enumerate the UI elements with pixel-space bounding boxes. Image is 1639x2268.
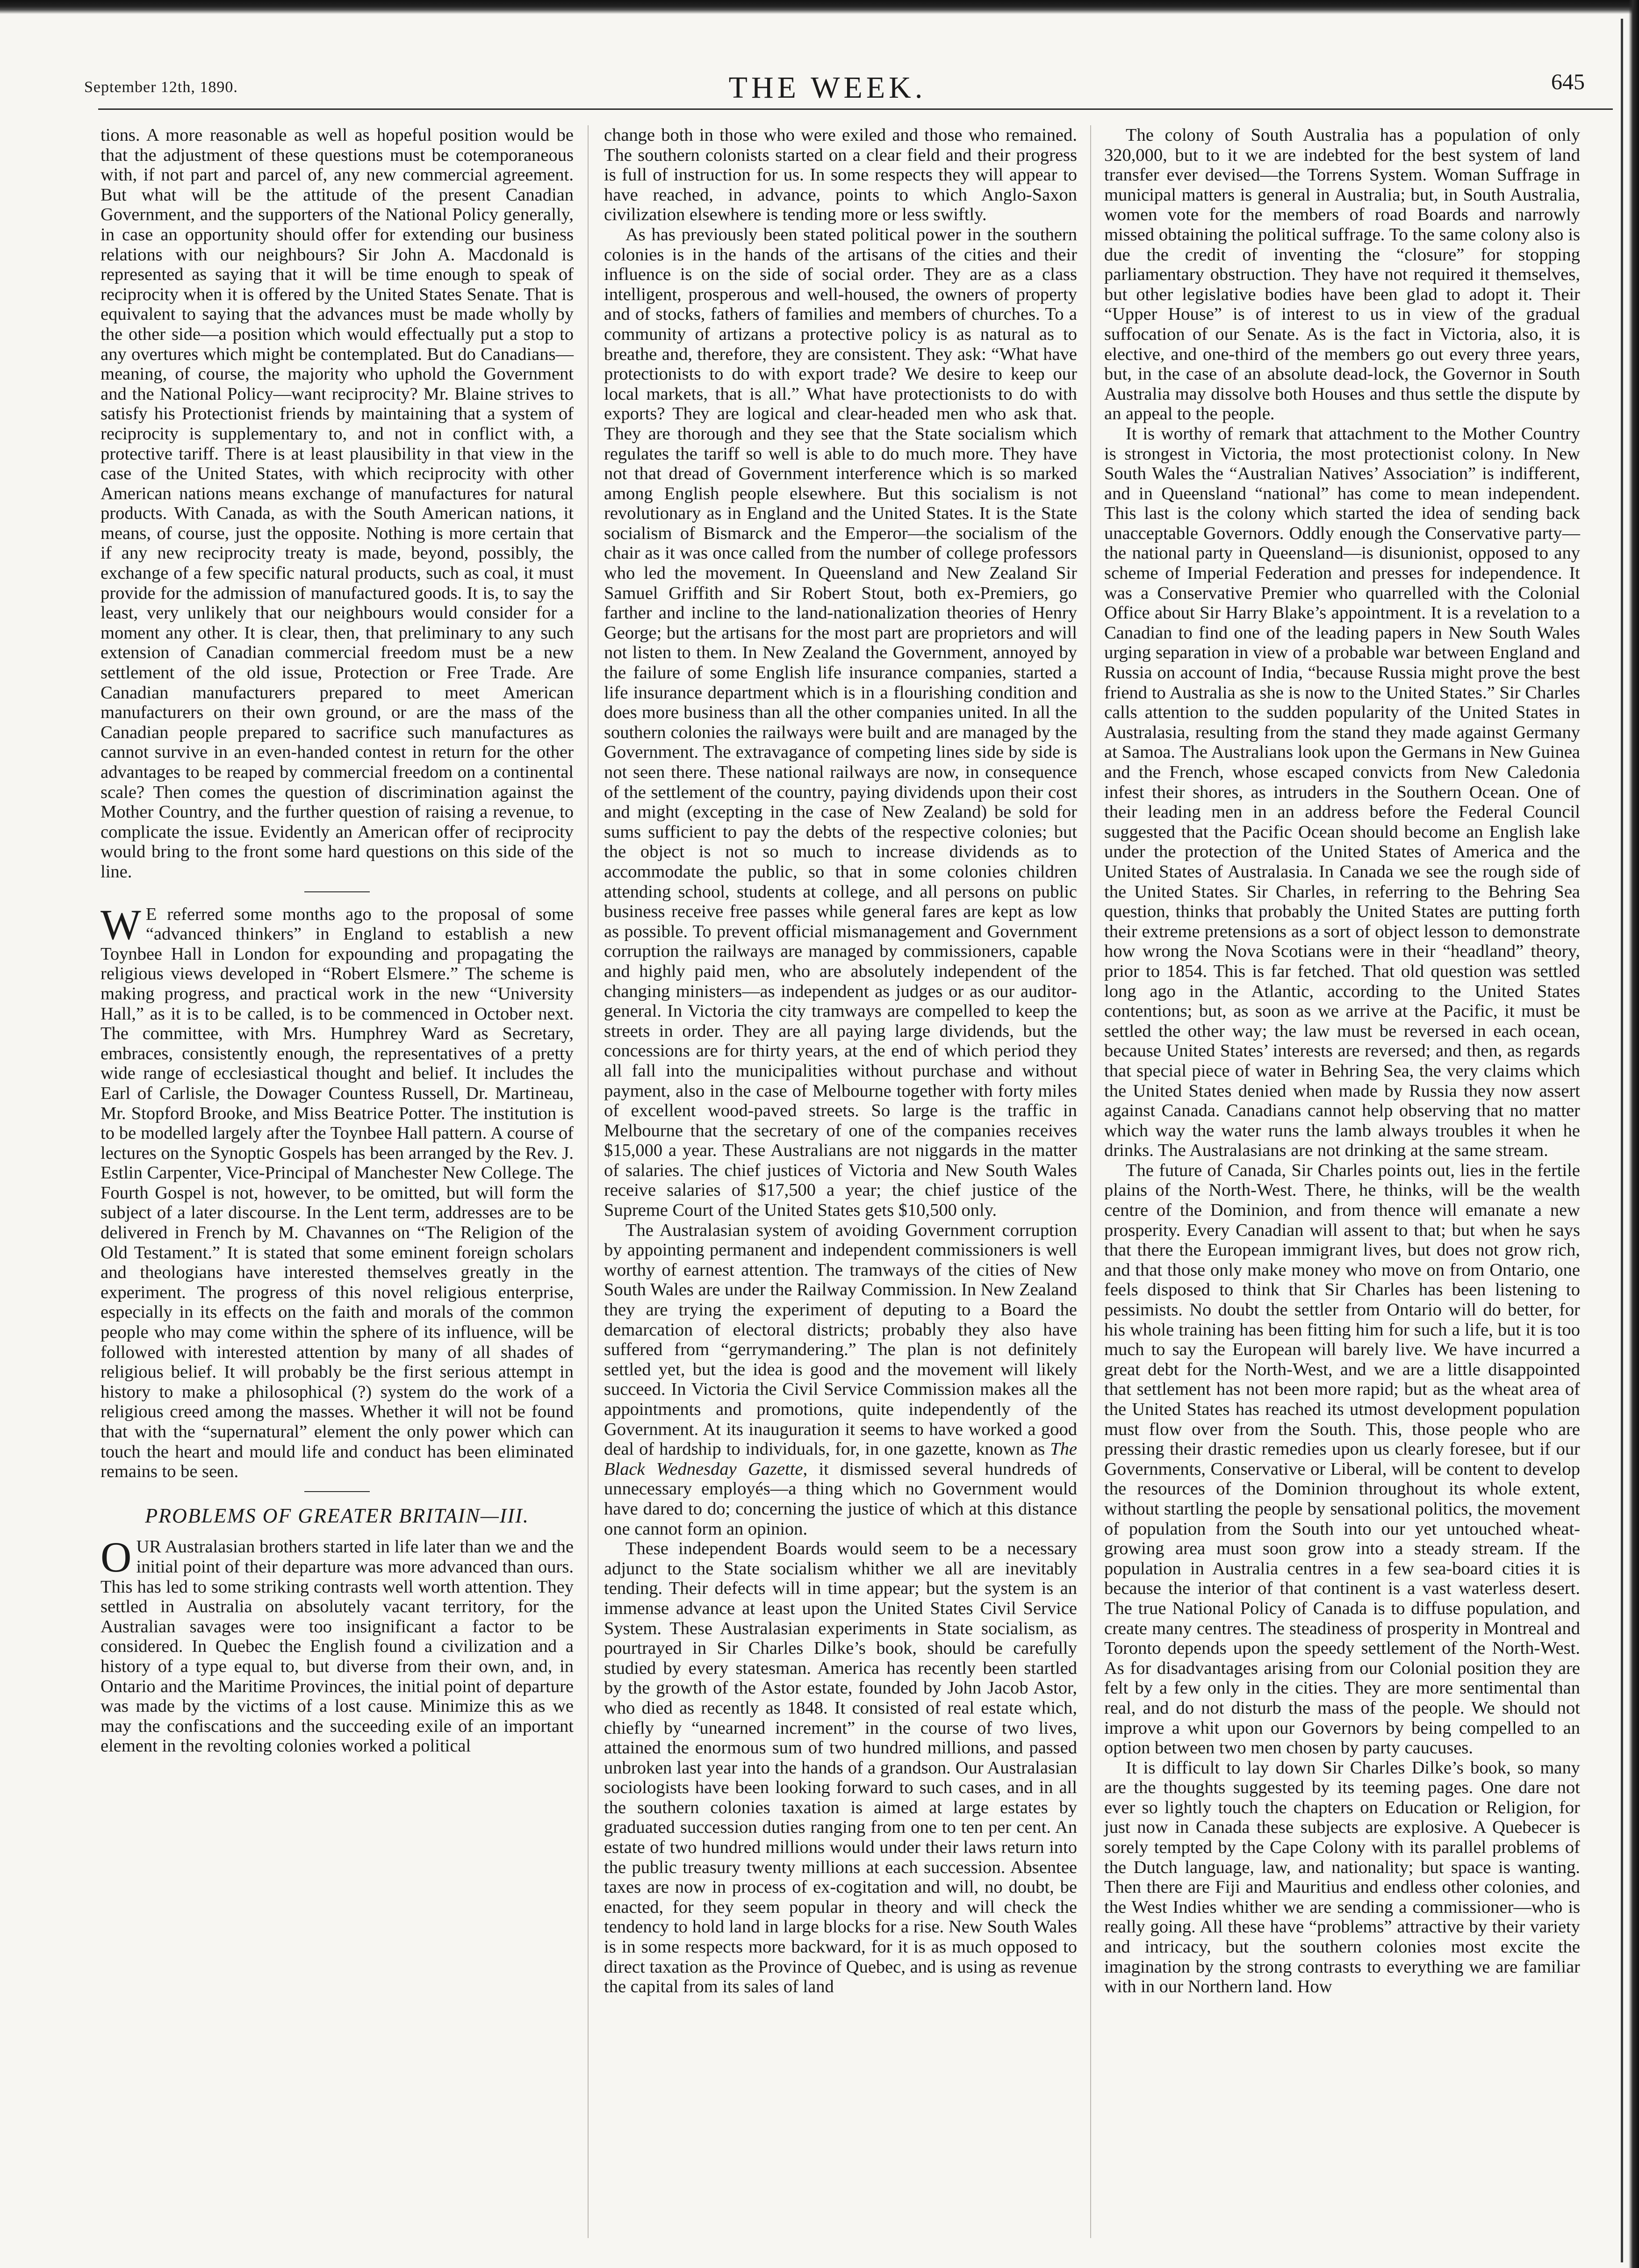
section-title-problems-greater-britain: PROBLEMS OF GREATER BRITAIN—III. xyxy=(145,1504,529,1527)
scan-top-edge xyxy=(0,0,1639,14)
gazette-title: The Black Wednesday Gazette xyxy=(604,1439,1077,1479)
article-paragraph: change both in those who were exiled and those who remained. The southern colonists started on a clear field and their progress is full of instruction for us. In some respects they will appear to have reached, in advance, points to which Anglo-Saxon civilization elsewhere is tending more or less swiftly. xyxy=(604,125,1077,225)
article-paragraph: It is worthy of remark that attachment to the Mother Country is strongest in Victoria, the most protectionist colony. In New South Wales the “Australian Natives’ Association” is indifferent, and in Queensland “national” has come to mean independent. This last is the colony which started the idea of sending back unacceptable Governors. Oddly enough the Conservative party—the national party in Queensland—is disunionist, opposed to any scheme of Imperial Federation and presses for independence. It was a Conservative Premier who quarrelled with the Colonial Office about Sir Harry Blake’s appointment. It is a revelation to a Canadian to find one of the leading papers in New South Wales urging separation in view of a probable war between England and Russia on account of India, “because Russia might prove the best friend to Australia as she is now to the United States.” Sir Charles calls attention to the sudden popularity of the United States in Australasia, resulting from the stand they made against Germany at Samoa. The Australians look upon the Germans in New Guinea and the French, whose escaped convicts from New Caledonia infest their shores, as intruders in the Southern Ocean. One of their leading men in an address before the Federal Council suggested that the Pacific Ocean should become an English lake under the protection of the United States of America and the United States of Australasia. In Canada we see the rough side of the United States. Sir Charles, in referring to the Behring Sea question, thinks that probably the United States are putting forth their extreme pretensions as a sort of object lesson to demonstrate how wrong the Nova Scotians were in their “headland” theory, prior to 1854. This is far fetched. That old question was settled long ago in the Atlantic, according to the United States contentions; but, as soon as we arrive at the Pacific, it must be settled the other way; the law must be reversed in each ocean, because United States’ interests are reversed; and then, as regards that special piece of water in Behring Sea, the very claims which the United States denied when made by Russia they now assert against Canada. Canadians cannot help observing that no matter which way the water runs the lamb always troubles it when he drinks. The Australasians are not drinking at the same stream. xyxy=(1104,423,1580,1161)
article-paragraph: It is difficult to lay down Sir Charles Dilke’s book, so many are the thoughts suggested by its teeming pages. One dare not ever so lightly touch the chapters on Education or Religion, for just now in Canada these subjects are explosive. A Quebecer is sorely tempted by the Cape Colony with its parallel problems of the Dutch language, law, and nationality; but space is wanting. Then there are Fiji and Mauritius and endless other colonies, and the West Indies whither we are sending a commissioner—who is really going. All these have “problems” attractive by their variety and intricacy, but the southern colonies most excite the imagination by the strong contrasts to everything we are familiar with in our Northern land. How xyxy=(1104,1758,1580,1997)
article-paragraph: As has previously been stated political power in the southern colonies is in the hands of the artisans of the cities and their influence is on the side of social order. They are as a class intelligent, prosperous and well-housed, the owners of property and of stocks, fathers of families and members of churches. To a community of artizans a protective policy is as natural as to breathe and, therefore, they are consistent. They ask: “What have protectionists to do with export trade? We desire to keep our local markets, that is all.” What have protectionists to do with exports? They are logical and clear-headed men who ask that. They are thorough and they see that the State socialism which regulates the tariff so well is able to do much more. They have not that dread of Government interference which is so marked among English people elsewhere. But this socialism is not revolutionary as in England and the United States. It is the State socialism of Bismarck and the Emperor—the socialism of the chair as it was once called from the number of college professors who led the movement. In Queensland and New Zealand Sir Samuel Griffith and Sir Robert Stout, both ex-Premiers, go farther and incline to the land-nationalization theories of Henry George; but the artisans for the most part are proprietors and will not listen to them. In New Zealand the Government, annoyed by the failure of some English life insurance companies, started a life insurance department which is in a flourishing condition and does more business than all the other companies united. In all the southern colonies the railways were built and are managed by the Government. The extravagance of competing lines side by side is not seen there. These national railways are now, in consequence of the settlement of the country, paying dividends upon their cost and might (excepting in the case of New Zealand) be sold for sums sufficient to pay the debts of the respective colonies; but the object is not so much to increase dividends as to accommodate the public, so that in some colonies children attending school, students at college, and all persons on public business receive free passes while general fares are kept as low as possible. To prevent official mismanagement and Government corruption the railways are managed by commissioners, capable and highly paid men, who are absolutely independent of the changing ministers—as independent as judges or as our auditor-general. In Victoria the city tramways are compelled to keep the streets in order. They are all paying large dividends, but the concessions are for thirty years, at the end of which period they all fall into the municipalities without purchase and without payment, also in the case of Melbourne together with forty miles of excellent wood-paved streets. So large is the traffic in Melbourne that the secretary of one of the companies receives $15,000 a year. These Australians are not niggards in the matter of salaries. The chief justices of Victoria and New South Wales receive salaries of $17,500 a year; the chief justice of the Supreme Court of the United States gets $10,500 only. xyxy=(604,224,1077,1220)
column-divider-1 xyxy=(588,125,589,2238)
drop-cap-o: O xyxy=(101,1533,132,1581)
masthead-title: THE WEEK. xyxy=(728,71,927,105)
scan-right-edge xyxy=(1629,0,1639,2268)
article-paragraph xyxy=(604,1220,1077,1539)
header-rule xyxy=(98,108,1613,110)
article-paragraph: The future of Canada, Sir Charles points out, lies in the fertile plains of the North-West. There, he thinks, will be the wealth centre of the Dominion, and from thence will emanate a new prosperity. Every Canadian will assent to that; but when he says that there the European immigrant lives, but does not grow rich, and that those only make money who move on from Ontario, one feels disposed to think that Sir Charles has been listening to pessimists. No doubt the settler from Ontario will do better, for his whole training has been fitting him for such a life, but it is too much to say the European will barely live. We have incurred a great debt for the North-West, and we are a little disappointed that settlement has not been more rapid; but as the wheat area of the United States has reached its utmost development population must flow over from the South. This, those people who are pressing their drastic remedies upon us clearly foresee, but if our Governments, Conservative or Liberal, will be content to develop the resources of the Dominion throughout its whole extent, without startling the people by sensational politics, the movement of population from the South into our yet untouched wheat-growing area must soon grow into a steady stream. If the population in Australia centres in a few sea-board cities it is because the interior of that continent is a vast waterless desert. The true National Policy of Canada is to diffuse population, and create many centres. The steadiness of prosperity in Montreal and Toronto depends upon the speedy settlement of the North-West. As for disadvantages arising from our Colonial position they are felt by a few only in the cities. They are more sentimental than real, and do not disturb the mass of the people. We should not improve a whit upon our Governors by being compelled to an option between two men chosen by party caucuses. xyxy=(1104,1160,1580,1758)
article-text: The Australasian system of avoiding Government corruption by appointing permanent and independent commissioners is well worthy of earnest attention. The tramways of the cities of New South Wales are under the Railway Commission. In New Zealand they are trying the experiment of deputing to a Board the demarcation of electoral districts; probably they also have suffered from “gerrymandering.” The plan is not definitely settled yet, but the idea is good and the movement will likely succeed. In Victoria the Civil Service Commission makes all the appointments and promotions, quite independently of the Government. At its inauguration it seems to have worked a good deal of hardship to individuals, for, in one gazette, known as xyxy=(604,1220,1077,1459)
article-greater-britain-intro-text: UR Australasian brothers started in life later than we and the initial point of their departure was more advanced than ours. This has led to some striking contrasts well worth attention. They settled in Australia on absolutely vacant territory, for the Australian savages were too insignificant a factor to be considered. In Quebec the English found a civilization and a history of a type equal to, but diverse from their own, and, in Ontario and the Maritime Provinces, the initial point of departure was made by the victims of a lost cause. Minimize this as we may the confiscations and the succeeding exile of an important element in the revolting colonies worked a political xyxy=(101,1537,574,1756)
page-number: 645 xyxy=(1551,70,1585,94)
drop-cap-w: W xyxy=(101,900,141,948)
section-divider xyxy=(304,1491,370,1492)
article-paragraph: These independent Boards would seem to be a necessary adjunct to the State socialism whither we all are inevitably tending. Their defects will in time appear; but the system is an immense advance at least upon the United States Civil Service System. These Australasian experiments in State socialism, as pourtrayed in Sir Charles Dilke’s book, should be carefully studied by every statesman. America has recently been startled by the growth of the Astor estate, founded by John Jacob Astor, who died as recently as 1848. It consisted of real estate which, chiefly by “unearned increment” in the course of two lives, attained the enormous sum of two hundred millions, and passed unbroken last year into the hands of a grandson. Our Australasian sociologists have been looking forward to such cases, and in all the southern colonies taxation is aimed at large estates by graduated succession duties ranging from one to ten per cent. An estate of two hundred millions would under their laws return into the public treasury twenty millions at each succession. Absentee taxes are now in process of ex-cogitation and will, no doubt, be enacted, for they seem popular in theory and will check the tendency to hold land in large blocks for a rise. New South Wales is in some respects more backward, for it is as much opposed to direct taxation as the Province of Quebec, and is using as revenue the capital from its sales of land xyxy=(604,1539,1077,1997)
section-divider xyxy=(304,891,370,892)
column-3 xyxy=(1104,125,1580,2257)
issue-date: September 12th, 1890. xyxy=(84,79,238,96)
article-greater-britain-intro xyxy=(101,1533,574,1756)
article-university-hall-text: E referred some months ago to the proposal of some “advanced thinkers” in England to establish a new Toynbee Hall in London for expounding and propagating the religious views developed in “Robert Elsmere.” The scheme is making progress, and practical work in the new “University Hall,” as it is to be called, is to be commenced in October next. The committee, with Mrs. Humphrey Ward as Secretary, embraces, consistently enough, the representatives of a pretty wide range of ecclesiastical thought and belief. It includes the Earl of Carlisle, the Dowager Countess Russell, Dr. Martineau, Mr. Stopford Brooke, and Miss Beatrice Potter. The institution is to be modelled largely after the Toynbee Hall pattern. A course of lectures on the Synoptic Gospels has been arranged by the Rev. J. Estlin Carpenter, Vice-Principal of Manchester New College. The Fourth Gospel is not, however, to be omitted, but will form the subject of a later discourse. In the Lent term, addresses are to be delivered in French by M. Chavannes on “The Religion of the Old Testament.” It is stated that some eminent foreign scholars and theologians have interested themselves greatly in the experiment. The progress of this novel religious enterprise, especially in its effects on the faith and morals of the common people who may come within the sphere of its influence, will be followed with interested attention by many of all shades of religious belief. It will probably be the first serious attempt in history to make a philosophical (?) system do the work of a religious creed among the masses. Whether it will not be found that with the “supernatural” element the only power which can touch the heart and mould life and conduct has been eliminated remains to be seen. xyxy=(101,904,574,1482)
article-university-hall xyxy=(101,900,574,1482)
scan-right-shadow xyxy=(1621,19,1623,2262)
article-text: , it dismissed several hundreds of unnecessary employés—a thing which no Government would have dared to do; concerning the justice of which at this distance one cannot form an opinion. xyxy=(604,1459,1078,1539)
column-2 xyxy=(604,125,1077,2257)
column-divider-2 xyxy=(1090,125,1091,2238)
article-reciprocity-continued: tions. A more reasonable as well as hopeful position would be that the adjustment of these questions must be cotemporaneous with, if not part and parcel of, any new commercial agreement. But what will be the attitude of the present Canadian Government, and the supporters of the National Policy generally, in case an opportunity should offer for extending our business relations with our neighbours? Sir John A. Macdonald is represented as saying that it will be time enough to speak of reciprocity when it is offered by the United States Senate. That is equivalent to saying that the advances must be made wholly by the other side—a position which would effectually put a stop to any overtures which might be contemplated. But do Canadians—meaning, of course, the majority who uphold the Government and the National Policy—want reciprocity? Mr. Blaine strives to satisfy his Protectionist friends by maintaining that a system of reciprocity is supplementary to, and not in conflict with, a protective tariff. There is at least plausibility in that view in the case of the United States, with which reciprocity with other American nations means exchange of manufactures for natural products. With Canada, as with the South American nations, it means, of course, just the opposite. Nothing is more certain that if any new reciprocity treaty is made, beyond, possibly, the exchange of a few specific natural products, such as coal, it must provide for the admission of manufactured goods. It is, to say the least, very unlikely that our neighbours would consider for a moment any other. It is clear, then, that preliminary to any such extension of Canadian commercial freedom must be a new settlement of the old issue, Protection or Free Trade. Are Canadian manufacturers prepared to meet American manufacturers on their own ground, or are the mass of the Canadian people prepared to sacrifice such manufactures as cannot survive in an even-handed contest in return for the other advantages to be reaped by commercial freedom on a continental scale? Then comes the question of discrimination against the Mother Country, and the further question of raising a revenue, to complicate the issue. Evidently an American offer of reciprocity would bring to the front some hard questions on this side of the line. xyxy=(101,125,574,882)
column-1 xyxy=(101,125,574,2257)
article-paragraph: The colony of South Australia has a population of only 320,000, but to it we are indebted for the best system of land transfer ever devised—the Torrens System. Woman Suffrage in municipal matters is general in Australia; but, in South Australia, women vote for the members of road Boards and narrowly missed obtaining the political suffrage. To the same colony also is due the credit of inventing the “closure” for stopping parliamentary obstruction. They have not required it themselves, but other legislative bodies have been glad to adopt it. Their “Upper House” is of interest to us in view of the gradual suffocation of our Senate. As is the fact in Victoria, also, it is elective, and one-third of the members go out every three years, but, in the case of an absolute dead-lock, the Governor in South Australia may dissolve both Houses and thus settle the dispute by an appeal to the people. xyxy=(1104,125,1580,424)
